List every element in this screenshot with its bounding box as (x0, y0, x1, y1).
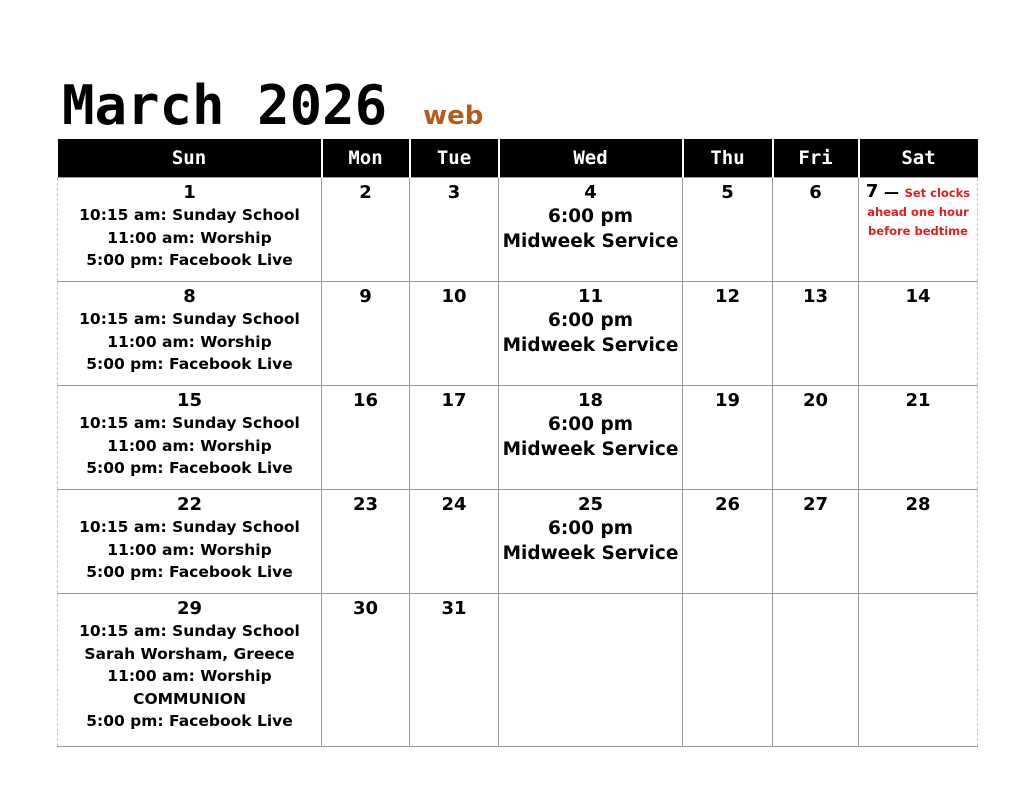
day-cell-21 (859, 386, 978, 490)
day-number: 22 (176, 494, 203, 515)
weekday-mon: Mon (322, 139, 410, 178)
day-cell-22 (58, 490, 322, 594)
day-number: 13 (802, 286, 829, 307)
weekday-sat: Sat (859, 139, 978, 178)
day-cell-5 (683, 178, 773, 282)
calendar-header (62, 76, 483, 136)
empty-day-cell (683, 594, 773, 747)
day-cell-12 (683, 282, 773, 386)
day-cell-26 (683, 490, 773, 594)
week-row-2 (58, 282, 978, 386)
day-number: 11 (577, 286, 604, 307)
day-number: 7 (865, 181, 879, 202)
week-row-4 (58, 490, 978, 594)
dst-note-text: before bedtime (868, 224, 968, 238)
day-number: 12 (714, 286, 741, 307)
day-number: 29 (176, 598, 203, 619)
event-text: 11:00 am: Worship (107, 436, 272, 455)
day-number: 31 (441, 598, 467, 619)
day-number: 4 (584, 182, 597, 203)
day-cell-8 (58, 282, 322, 386)
event-text: 6:00 pm (548, 206, 633, 227)
day-number: 28 (905, 494, 931, 515)
event-text: 5:00 pm: Facebook Live (86, 712, 293, 730)
day-cell-28 (859, 490, 978, 594)
event-text: 10:15 am: Sunday School (79, 206, 300, 224)
day-cell-24 (410, 490, 499, 594)
empty-day-cell (773, 594, 859, 747)
day-number: 3 (447, 182, 461, 203)
week-row-1 (58, 178, 978, 282)
day-number: 26 (714, 494, 741, 515)
day-cell-16 (322, 386, 410, 490)
day-cell-25 (499, 490, 683, 594)
day-cell-29 (58, 594, 322, 747)
weekday-thu: Thu (683, 139, 773, 178)
event-text: 6:00 pm (548, 310, 633, 331)
day-cell-11 (499, 282, 683, 386)
empty-day-cell (499, 594, 683, 747)
month-title: March 2026 (62, 74, 388, 137)
weekday-tue: Tue (410, 139, 499, 178)
week-row-5 (58, 594, 978, 747)
day-cell-10 (410, 282, 499, 386)
day-number: 2 (359, 182, 372, 203)
note-dash: — (883, 183, 899, 201)
day-cell-17 (410, 386, 499, 490)
day-cell-20 (773, 386, 859, 490)
day-cell-3 (410, 178, 499, 282)
event-text: Midweek Service (502, 439, 679, 460)
day-cell-2 (322, 178, 410, 282)
weekday-wed: Wed (499, 139, 683, 178)
event-text: COMMUNION (133, 689, 246, 708)
event-text: 10:15 am: Sunday School (79, 310, 300, 328)
event-text: 5:00 pm: Facebook Live (86, 563, 293, 581)
event-text: 5:00 pm: Facebook Live (86, 459, 293, 477)
day-cell-30 (322, 594, 410, 747)
event-text: 6:00 pm (548, 414, 633, 435)
day-number: 17 (441, 390, 467, 411)
day-cell-7 (859, 178, 978, 282)
day-cell-4 (499, 178, 683, 282)
event-text: 10:15 am: Sunday School (79, 414, 300, 432)
dst-note-first-line (861, 182, 975, 203)
weekday-fri: Fri (773, 139, 859, 178)
day-number: 24 (441, 494, 467, 515)
day-number: 15 (176, 390, 203, 411)
day-cell-15 (58, 386, 322, 490)
day-number: 10 (441, 286, 467, 307)
event-text: Midweek Service (502, 543, 679, 564)
day-number: 8 (183, 286, 196, 307)
day-cell-23 (322, 490, 410, 594)
weekday-header-row (58, 139, 978, 178)
dst-note-text: Set clocks (904, 186, 971, 200)
day-number: 1 (183, 182, 196, 203)
day-cell-14 (859, 282, 978, 386)
day-number: 21 (905, 390, 931, 411)
event-text: 11:00 am: Worship (107, 332, 272, 351)
day-number: 5 (721, 182, 734, 203)
event-text: Midweek Service (502, 335, 679, 356)
event-text: 11:00 am: Worship (107, 667, 272, 685)
day-number: 18 (577, 390, 604, 411)
event-text: 11:00 am: Worship (107, 228, 272, 247)
event-text: 5:00 pm: Facebook Live (86, 251, 293, 269)
event-text: 10:15 am: Sunday School (79, 622, 300, 640)
weekday-sun: Sun (58, 139, 322, 178)
day-number: 14 (905, 286, 931, 307)
day-number: 23 (352, 494, 379, 515)
day-number: 20 (802, 390, 829, 411)
day-number: 25 (577, 494, 604, 515)
empty-day-cell (859, 594, 978, 747)
day-number: 27 (802, 494, 829, 515)
event-text: 6:00 pm (548, 518, 633, 539)
day-number: 9 (359, 286, 372, 307)
web-tag: web (423, 101, 484, 131)
event-text: Sarah Worsham, Greece (84, 644, 295, 663)
day-number: 19 (714, 390, 741, 411)
day-cell-31 (410, 594, 499, 747)
day-cell-18 (499, 386, 683, 490)
week-row-3 (58, 386, 978, 490)
day-number: 30 (352, 598, 379, 619)
calendar-grid (57, 139, 978, 747)
event-text: Midweek Service (502, 231, 679, 252)
day-cell-27 (773, 490, 859, 594)
day-number: 6 (809, 182, 822, 203)
day-cell-1 (58, 178, 322, 282)
day-number: 16 (352, 390, 379, 411)
day-cell-19 (683, 386, 773, 490)
event-text: 11:00 am: Worship (107, 540, 272, 559)
day-cell-6 (773, 178, 859, 282)
day-cell-13 (773, 282, 859, 386)
day-cell-9 (322, 282, 410, 386)
dst-note-text: ahead one hour (867, 205, 969, 219)
event-text: 10:15 am: Sunday School (79, 518, 300, 536)
event-text: 5:00 pm: Facebook Live (86, 355, 293, 373)
